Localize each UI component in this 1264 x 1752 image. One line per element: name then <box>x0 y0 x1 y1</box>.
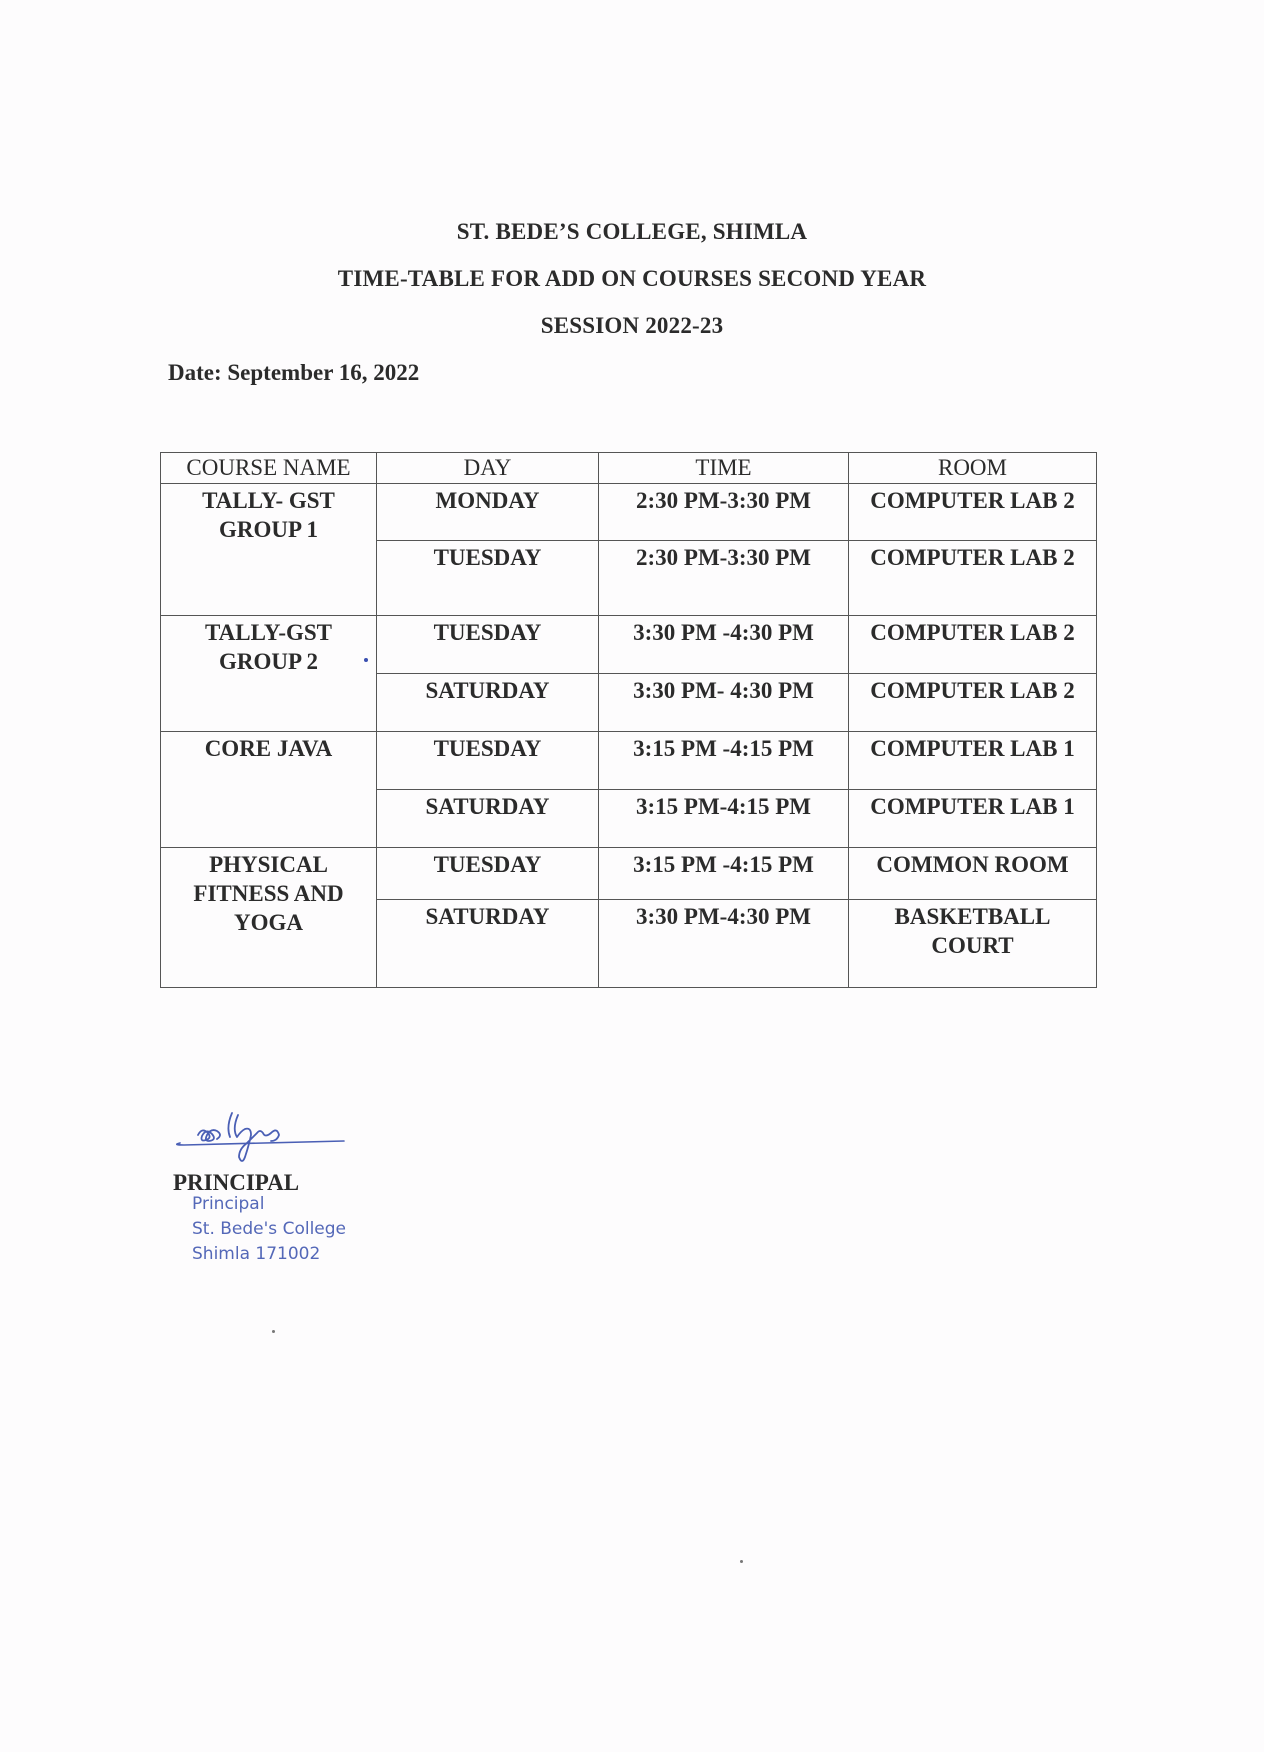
day-cell: SATURDAY <box>377 900 599 988</box>
scan-speck <box>364 658 368 662</box>
room-cell: COMPUTER LAB 2 <box>849 541 1097 616</box>
time-cell: 2:30 PM-3:30 PM <box>599 541 849 616</box>
stamp-line: Shimla 171002 <box>192 1244 321 1264</box>
course-name-cell: PHYSICAL FITNESS AND YOGA <box>161 848 377 988</box>
principal-title: PRINCIPAL <box>173 1170 300 1195</box>
time-cell: 3:30 PM-4:30 PM <box>599 900 849 988</box>
header-room: ROOM <box>849 453 1097 484</box>
room-cell: COMPUTER LAB 1 <box>849 732 1097 790</box>
room-cell: COMPUTER LAB 2 <box>849 616 1097 674</box>
day-cell: MONDAY <box>377 484 599 541</box>
room-cell: BASKETBALL COURT <box>849 900 1097 988</box>
college-name: ST. BEDE’S COLLEGE, SHIMLA <box>456 219 808 244</box>
table-row <box>161 616 1097 674</box>
course-name-cell: TALLY- GST GROUP 1 <box>161 484 377 616</box>
room-cell: COMPUTER LAB 1 <box>849 790 1097 848</box>
day-cell: SATURDAY <box>377 790 599 848</box>
course-name-cell: TALLY-GST GROUP 2 <box>161 616 377 732</box>
time-cell: 3:15 PM -4:15 PM <box>599 848 849 900</box>
scan-speck <box>740 1560 743 1563</box>
day-cell: TUESDAY <box>377 732 599 790</box>
room-cell: COMPUTER LAB 2 <box>849 674 1097 732</box>
table-row <box>161 484 1097 541</box>
day-cell: TUESDAY <box>377 541 599 616</box>
table-row <box>161 848 1097 900</box>
stamp-line: Principal <box>192 1194 265 1214</box>
header-course-name: COURSE NAME <box>161 453 377 484</box>
time-cell: 3:30 PM- 4:30 PM <box>599 674 849 732</box>
stamp-line: St. Bede's College <box>192 1219 346 1239</box>
table-row <box>161 732 1097 790</box>
date-label: Date: September 16, 2022 <box>168 360 420 385</box>
timetable <box>160 452 1097 988</box>
course-name-cell: CORE JAVA <box>161 732 377 848</box>
room-cell: COMMON ROOM <box>849 848 1097 900</box>
document-title: TIME-TABLE FOR ADD ON COURSES SECOND YEAR <box>337 266 927 291</box>
day-cell: TUESDAY <box>377 616 599 674</box>
scan-speck <box>272 1330 275 1333</box>
time-cell: 3:15 PM -4:15 PM <box>599 732 849 790</box>
day-cell: TUESDAY <box>377 848 599 900</box>
header-time: TIME <box>599 453 849 484</box>
time-cell: 2:30 PM-3:30 PM <box>599 484 849 541</box>
room-cell: COMPUTER LAB 2 <box>849 484 1097 541</box>
time-cell: 3:30 PM -4:30 PM <box>599 616 849 674</box>
time-cell: 3:15 PM-4:15 PM <box>599 790 849 848</box>
session-label: SESSION 2022-23 <box>540 313 724 338</box>
principal-stamp <box>192 1192 346 1267</box>
day-cell: SATURDAY <box>377 674 599 732</box>
header-day: DAY <box>377 453 599 484</box>
table-header-row <box>161 453 1097 484</box>
